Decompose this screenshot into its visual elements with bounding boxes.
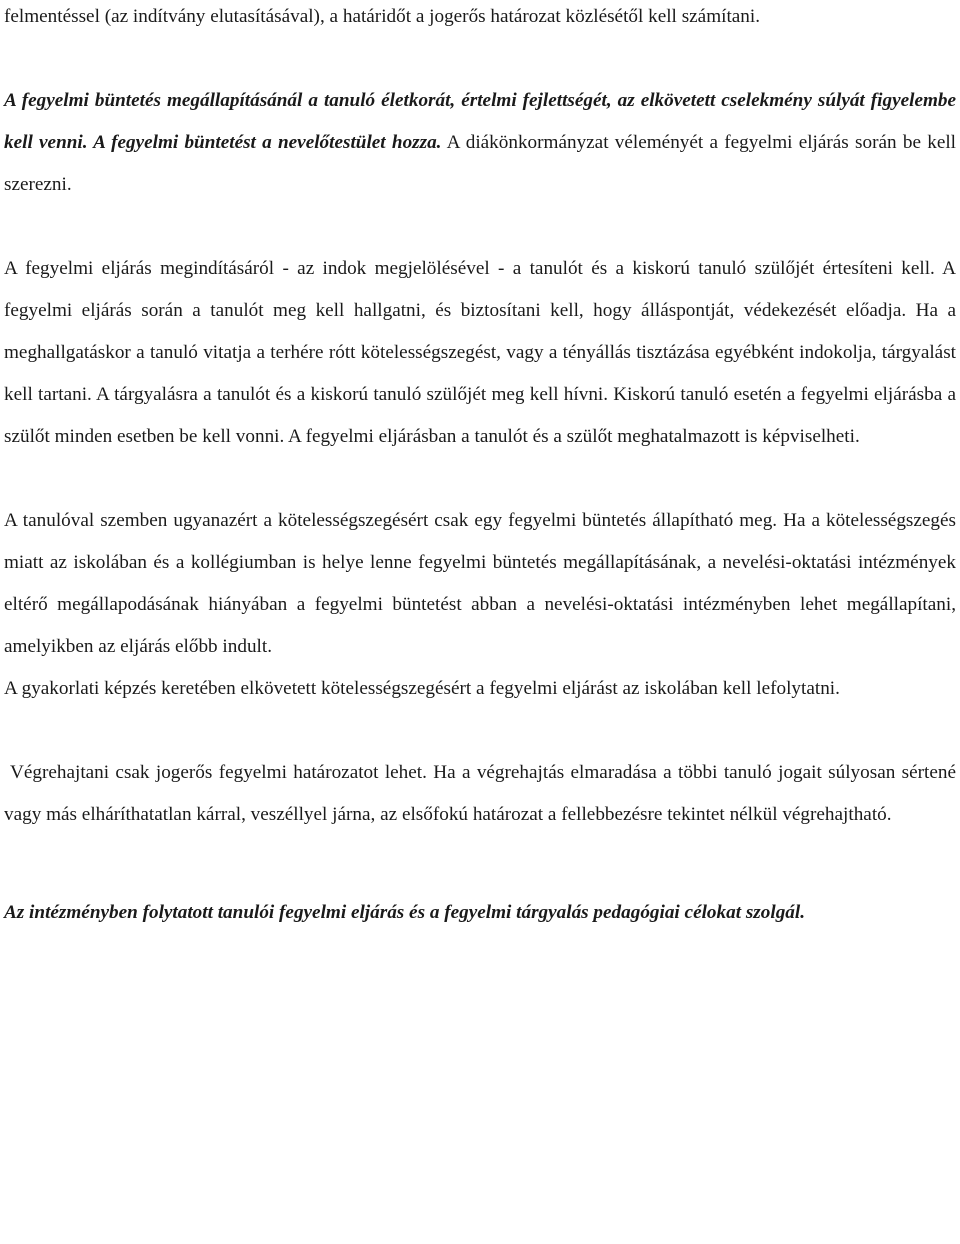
section-heading-pedagogical-goals: Az intézményben folytatott tanulói fegyelmi eljárás és a fegyelmi tárgyalás pedagógiai célokat szolgál. (4, 902, 806, 923)
paragraph-single-penalty: A tanulóval szemben ugyanazért a kötelességszegésért csak egy fegyelmi büntetés állapítható meg. Ha a kötelességszegés miatt az iskolában és a kollégiumban is helye lenne fegyelmi büntetés megállapításának, a nevelési-oktatási intézmények eltérő megállapodásának hiányában a fegyelmi büntetést abban a nevelési-oktatási intézményben lehet megállapítani, amelyikben az eljárás előbb indult. (4, 510, 956, 657)
paragraph-practical-training: A gyakorlati képzés keretében elkövetett kötelességszegésért a fegyelmi eljárást az iskolában kell lefolytatni. (4, 678, 840, 699)
paragraph-procedure-notification: A fegyelmi eljárás megindításáról - az indok megjelölésével - a tanulót és a kiskorú tanuló szülőjét értesíteni kell. A fegyelmi eljárás során a tanulót meg kell hallgatni, és biztosítani kell, hogy álláspontját, védekezését előadja. Ha a meghallgatáskor a tanuló vitatja a terhére rótt kötelességszegést, vagy a tényállás tisztázása egyébként indokolja, tárgyalást kell tartani. A tárgyalásra a tanulót és a kiskorú tanuló szülőjét meg kell hívni. Kiskorú tanuló esetén a fegyelmi eljárásba a szülőt minden esetben be kell vonni. A fegyelmi eljárásban a tanulót és a szülőt meghatalmazott is képviselheti. (4, 258, 956, 447)
paragraph-penalty-determination (4, 80, 956, 206)
paragraph-enforcement: Végrehajtani csak jogerős fegyelmi határozatot lehet. Ha a végrehajtás elmaradása a többi tanuló jogait súlyosan sértené vagy más elháríthatatlan kárral, veszéllyel járna, az elsőfokú határozat a fellebbezésre tekintet nélkül végrehajtható. (4, 762, 956, 825)
student-council-opinion-text: A diákönkormányzat véleményét a fegyelmi eljárás során be kell szerezni. (4, 132, 956, 195)
paragraph-appeal-deadline: felmentéssel (az indítvány elutasításával), a határidőt a jogerős határozat közlésétől kell számítani. (4, 6, 761, 27)
bold-italic-penalty-text: A fegyelmi büntetés megállapításánál a tanuló életkorát, értelmi fejlettségét, az elkövetett cselekmény súlyát figyelembe kell venni. A fegyelmi büntetést a nevelőtestület hozza. (4, 90, 956, 153)
document-page (4, 0, 956, 934)
